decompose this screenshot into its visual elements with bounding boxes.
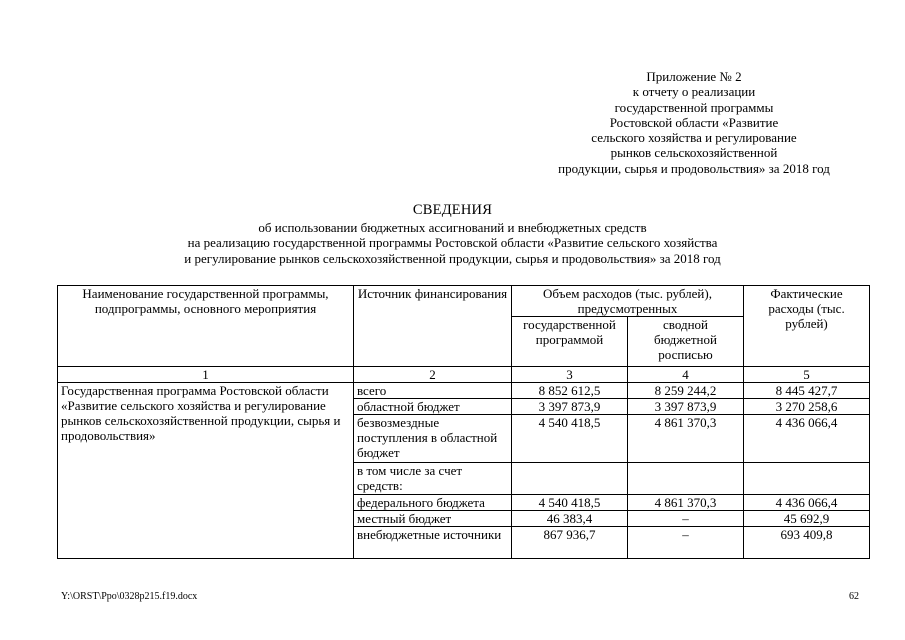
page-number: 62 [849, 591, 859, 602]
footer-file-path: Y:\ORST\Ppo\0328p215.f19.docx [61, 591, 198, 602]
actual-cell: 4 436 066,4 [744, 415, 870, 463]
actual-cell: 4 436 066,4 [744, 495, 870, 511]
budget-schedule-cell: 3 397 873,9 [628, 399, 744, 415]
subtitle-line: об использовании бюджетных ассигнований и внебюджетных средств [258, 219, 647, 235]
budget-schedule-cell: – [628, 527, 744, 559]
appendix-line: сельского хозяйства и регулирование [591, 130, 797, 146]
budget-table [57, 285, 870, 559]
document-title: СВЕДЕНИЯ [412, 202, 493, 218]
planned-program-cell: 8 852 612,5 [512, 383, 628, 399]
appendix-line: продукции, сырья и продовольствия» за 2018 год [558, 160, 830, 176]
header-planned-volume: Объем расходов (тыс. рублей), предусмотренных [512, 286, 744, 317]
appendix-line: государственной программы [614, 99, 774, 115]
budget-schedule-cell: 8 259 244,2 [628, 383, 744, 399]
actual-cell [744, 463, 870, 495]
subtitle-line: на реализацию государственной программы Ростовской области «Развитие сельского хозяйства [187, 235, 718, 250]
source-cell: в том числе за счет средств: [354, 463, 512, 495]
column-number: 1 [58, 367, 354, 383]
planned-program-cell: 3 397 873,9 [512, 399, 628, 415]
source-cell: областной бюджет [354, 399, 512, 415]
appendix-header [529, 69, 859, 176]
header-source: Источник финансирования [354, 286, 512, 367]
budget-schedule-cell: 4 861 370,3 [628, 495, 744, 511]
budget-schedule-cell: 4 861 370,3 [628, 415, 744, 463]
column-number: 5 [744, 367, 870, 383]
program-name-cell: Государственная программа Ростовской области «Развитие сельского хозяйства и регулирование рынков сельскохозяйственной продукции, сырья и продовольствия» [58, 383, 354, 559]
actual-cell: 693 409,8 [744, 527, 870, 559]
source-cell: федерального бюджета [354, 495, 512, 511]
header-budget-schedule: сводной бюджетной росписью [628, 317, 744, 367]
document-title-block [90, 203, 815, 266]
header-actual-expenses: Фактические расходы (тыс. рублей) [744, 286, 870, 367]
actual-cell: 3 270 258,6 [744, 399, 870, 415]
source-cell: безвозмездные поступления в областной бюджет [354, 415, 512, 463]
appendix-line: к отчету о реализации [632, 84, 756, 100]
budget-schedule-cell [628, 463, 744, 495]
actual-cell: 8 445 427,7 [744, 383, 870, 399]
appendix-line: Ростовской области «Развитие [609, 114, 779, 130]
source-cell: внебюджетные источники [354, 527, 512, 559]
header-state-program: государственной программой [512, 317, 628, 367]
planned-program-cell [512, 463, 628, 495]
source-cell: местный бюджет [354, 511, 512, 527]
planned-program-cell: 4 540 418,5 [512, 495, 628, 511]
subtitle-line: и регулирование рынков сельскохозяйственной продукции, сырья и продовольствия» за 2018 год [184, 250, 721, 266]
header-program-name: Наименование государственной программы, подпрограммы, основного мероприятия [58, 286, 354, 367]
table-row [58, 383, 870, 399]
actual-cell: 45 692,9 [744, 511, 870, 527]
planned-program-cell: 867 936,7 [512, 527, 628, 559]
source-cell: всего [354, 383, 512, 399]
budget-schedule-cell: – [628, 511, 744, 527]
appendix-line: Приложение № 2 [646, 69, 742, 84]
appendix-line: рынков сельскохозяйственной [610, 145, 778, 161]
planned-program-cell: 46 383,4 [512, 511, 628, 527]
column-number: 4 [628, 367, 744, 383]
column-number: 2 [354, 367, 512, 383]
column-number: 3 [512, 367, 628, 383]
planned-program-cell: 4 540 418,5 [512, 415, 628, 463]
